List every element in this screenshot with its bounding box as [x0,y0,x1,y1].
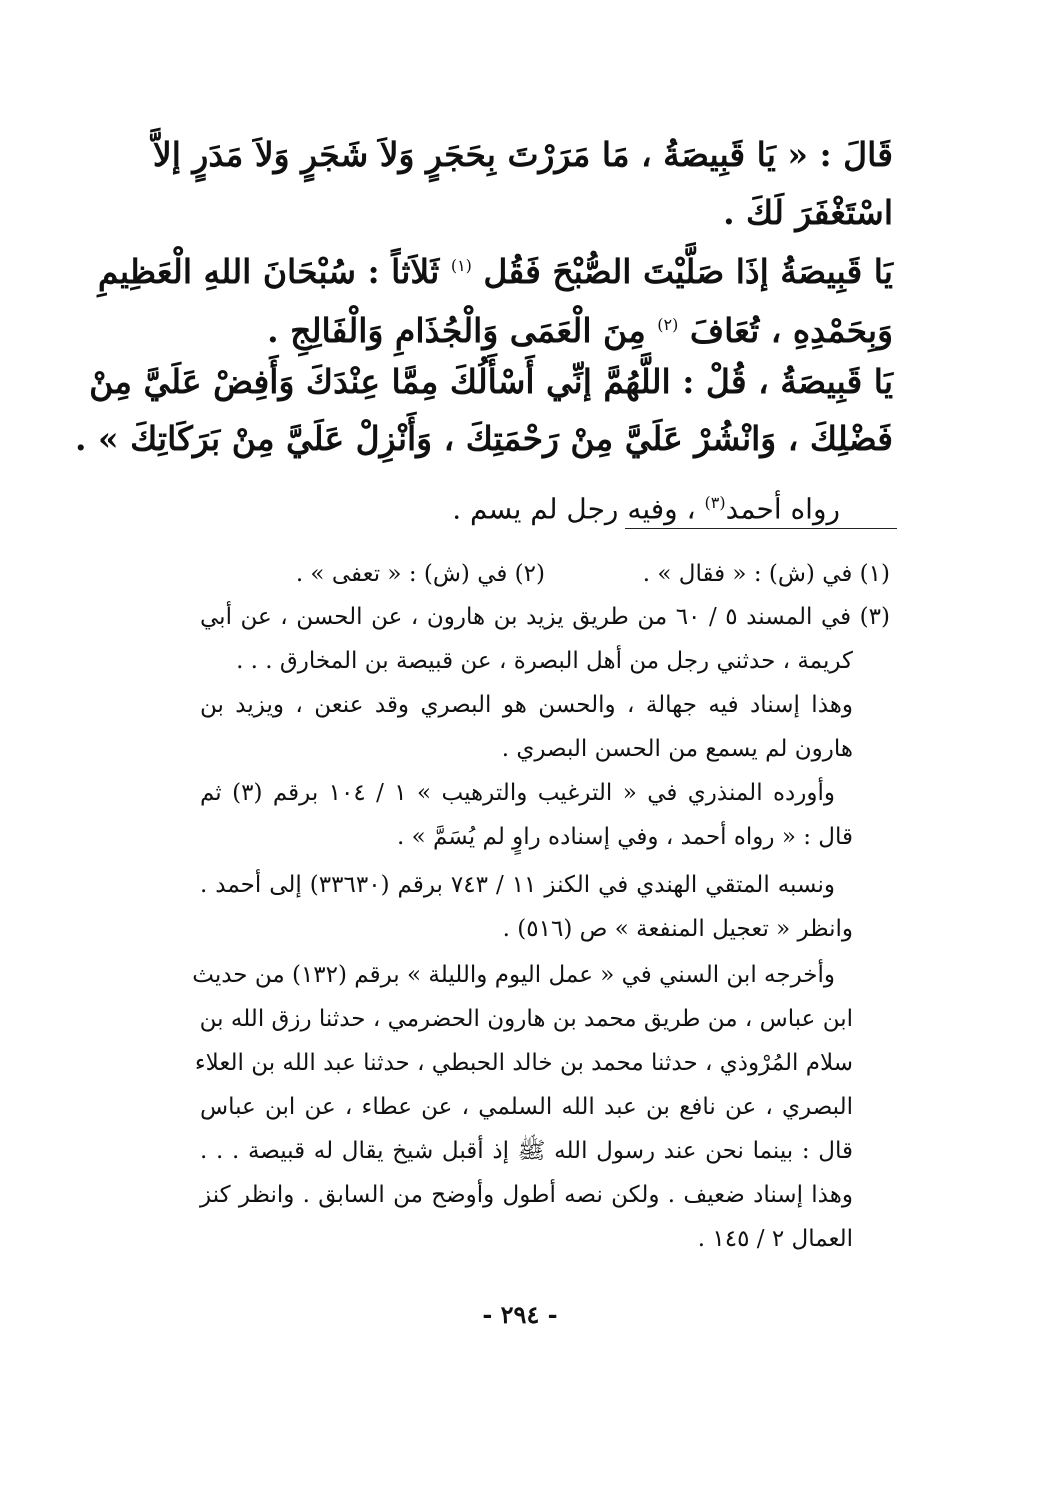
page-number: - ٢٩٤ - [482,1300,558,1329]
main-line-3 [97,241,893,297]
footnote-2: (٢) في (ش) : « تعفى » . [295,561,545,587]
main-line-4-a: وَبِحَمْدِهِ ، تُعَافَ [689,311,893,350]
footnote-3-line-6: قال : « رواه أحمد ، وفي إسناده راوٍ لم يُسَمَّ » . [396,824,853,850]
footnote-3-line-12: البصري ، عن نافع بن عبد الله السلمي ، عن عطاء ، عن ابن عباس [200,1094,853,1120]
footnote-ref-3: (٣) [704,493,726,512]
main-line-1: قَالَ : « يَا قَبِيصَةُ ، مَا مَرَرْتَ بِحَجَرٍ وَلاَ شَجَرٍ وَلاَ مَدَرٍ إلاَّ [152,135,893,174]
source-b: ، وفيه رجل لم يسم . [452,492,696,526]
footnote-3-line-15: العمال ٢ / ١٤٥ . [697,1226,853,1252]
footnote-3-line-10: ابن عباس ، من طريق محمد بن هارون الحضرمي ، حدثنا رزق الله بن [199,1006,853,1032]
footnote-3-line-2: كريمة ، حدثني رجل من أهل البصرة ، عن قبيصة بن المخارق . . . [236,648,853,674]
main-line-3-b: ثَلاَثاً : سُبْحَانَ اللهِ الْعَظِيمِ [97,252,440,291]
footnote-3-line-11: سلام المُرْوذي ، حدثنا محمد بن خالد الحبطي ، حدثنا عبد الله بن العلاء [194,1050,853,1076]
main-line-3-a: يَا قَبِيصَةُ إذَا صَلَّيْتَ الصُّبْحَ فَقُل [483,252,893,291]
footnote-3-line-3: وهذا إسناد فيه جهالة ، والحسن هو البصري وقد عنعن ، ويزيد بن [200,692,853,718]
footnote-3-line-7: ونسبه المتقي الهندي في الكنز ١١ / ٧٤٣ برقم (٣٣٦٣٠) إلى أحمد . [200,872,835,898]
footnote-3-line-5: وأورده المنذري في « الترغيب والترهيب » ١ / ١٠٤ برقم (٣) ثم [200,780,835,806]
footnote-3-line-8: وانظر « تعجيل المنفعة » ص (٥١٦) . [502,916,853,942]
footnote-3-line-14: وهذا إسناد ضعيف . ولكن نصه أطول وأوضح من السابق . وانظر كنز [200,1182,853,1208]
main-line-4 [193,300,893,356]
main-line-5: يَا قَبِيصَةُ ، قُلْ : اللَّهُمَّ إنِّي أَسْأَلُكَ مِمَّا عِنْدَكَ وَأَفِضْ عَلَيَّ مِنْ [89,362,893,401]
main-line-6: فَضْلِكَ ، وَانْشُرْ عَلَيَّ مِنْ رَحْمَتِكَ ، وَأَنْزِلْ عَلَيَّ مِنْ بَرَكَاتِكَ » . [75,419,893,458]
footnote-ref-2: (٢) [657,315,679,334]
source-a: رواه أحمد [725,492,840,526]
main-line-4-b: مِنَ الْعَمَى وَالْجُذَامِ وَالْفَالِجِ . [267,311,646,350]
footnote-3-line-4: هارون لم يسمع من الحسن البصري . [501,736,853,762]
source-line [440,478,840,534]
footnote-3-line-13: قال : بينما نحن عند رسول الله ﷺ إذ أقبل شيخ يقال له قبيصة . . . [200,1138,853,1164]
footnote-3-line-1: (٣) في المسند ٥ / ٦٠ من طريق يزيد بن هارون ، عن الحسن ، عن أبي [200,604,890,630]
footnote-3-line-9: وأخرجه ابن السني في « عمل اليوم والليلة » برقم (١٣٢) من حديث [192,962,835,988]
footnote-ref-1: (١) [450,256,472,275]
footnote-1: (١) في (ش) : « فقال » . [642,561,890,587]
footnote-separator [625,528,897,529]
main-line-2: اسْتَغْفَرَ لَكَ . [723,193,893,232]
